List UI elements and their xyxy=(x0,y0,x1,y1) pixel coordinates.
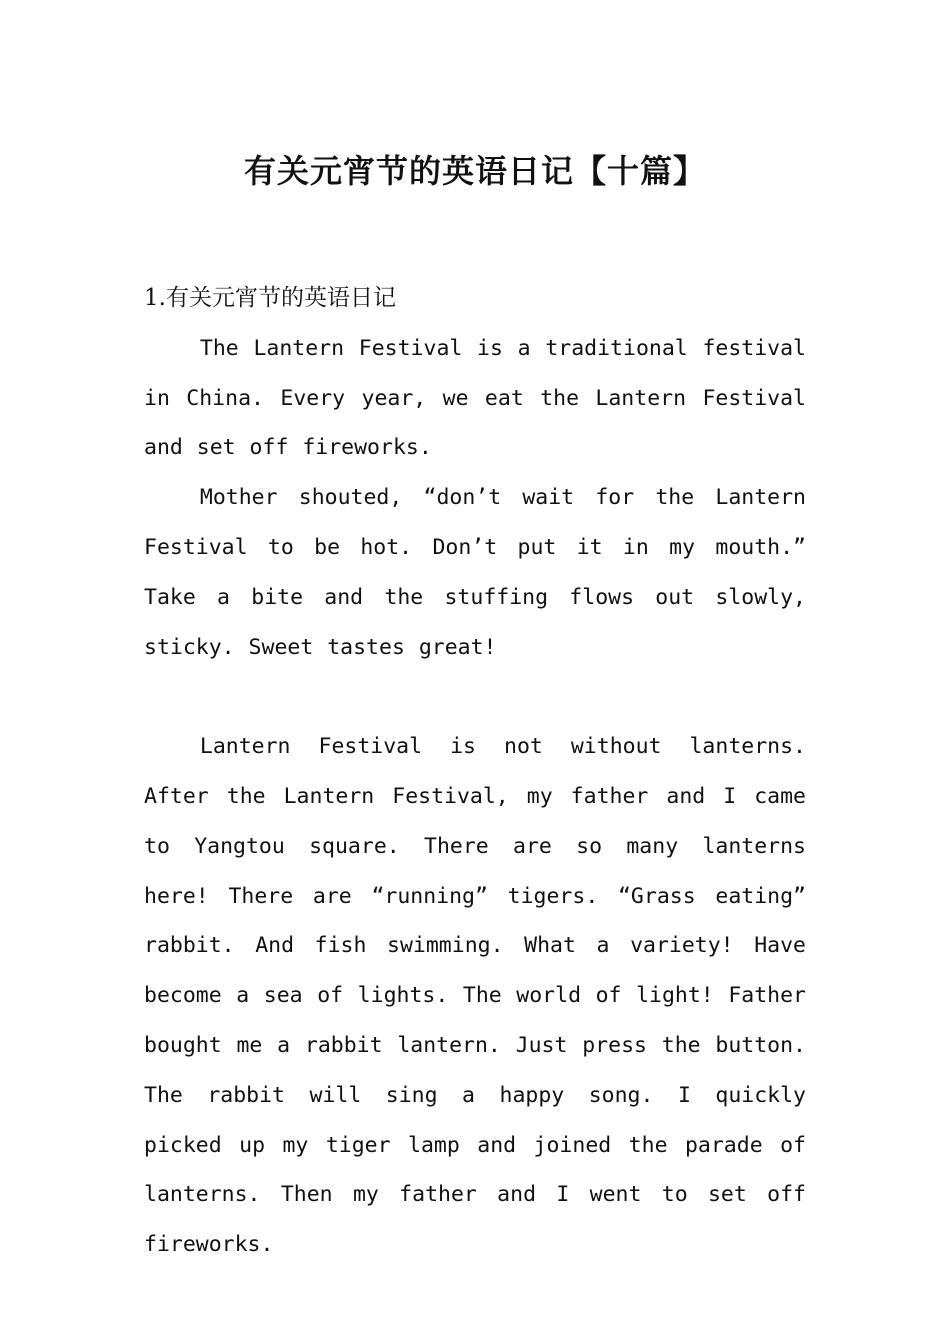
document-body xyxy=(144,274,806,1270)
section-heading: 1.有关元宵节的英语日记 xyxy=(144,285,396,311)
document-title: 有关元宵节的英语日记【十篇】 xyxy=(243,152,706,191)
paragraph-spacer xyxy=(144,672,806,722)
paragraph-1: The Lantern Festival is a traditional festival in China. Every year, we eat the Lantern Festival and set off fireworks. xyxy=(144,335,806,461)
paragraph-2: Mother shouted, “don’t wait for the Lantern Festival to be hot. Don’t put it in my mouth.” Take a bite and the stuffing flows out slowly, sticky. Sweet tastes great! xyxy=(144,485,806,660)
paragraph-3: Lantern Festival is not without lanterns. After the Lantern Festival, my father and I came to Yangtou square. There are so many lanterns here! There are “running” tigers. “Grass eating” rabbit. And fish swimming. What a variety! Have become a sea of lights. The world of light! Father bought me a rabbit lantern. Just press the button. The rabbit will sing a happy song. I quickly picked up my tiger lamp and joined the parade of lanterns. Then my father and I went to set off fireworks. xyxy=(144,734,806,1258)
